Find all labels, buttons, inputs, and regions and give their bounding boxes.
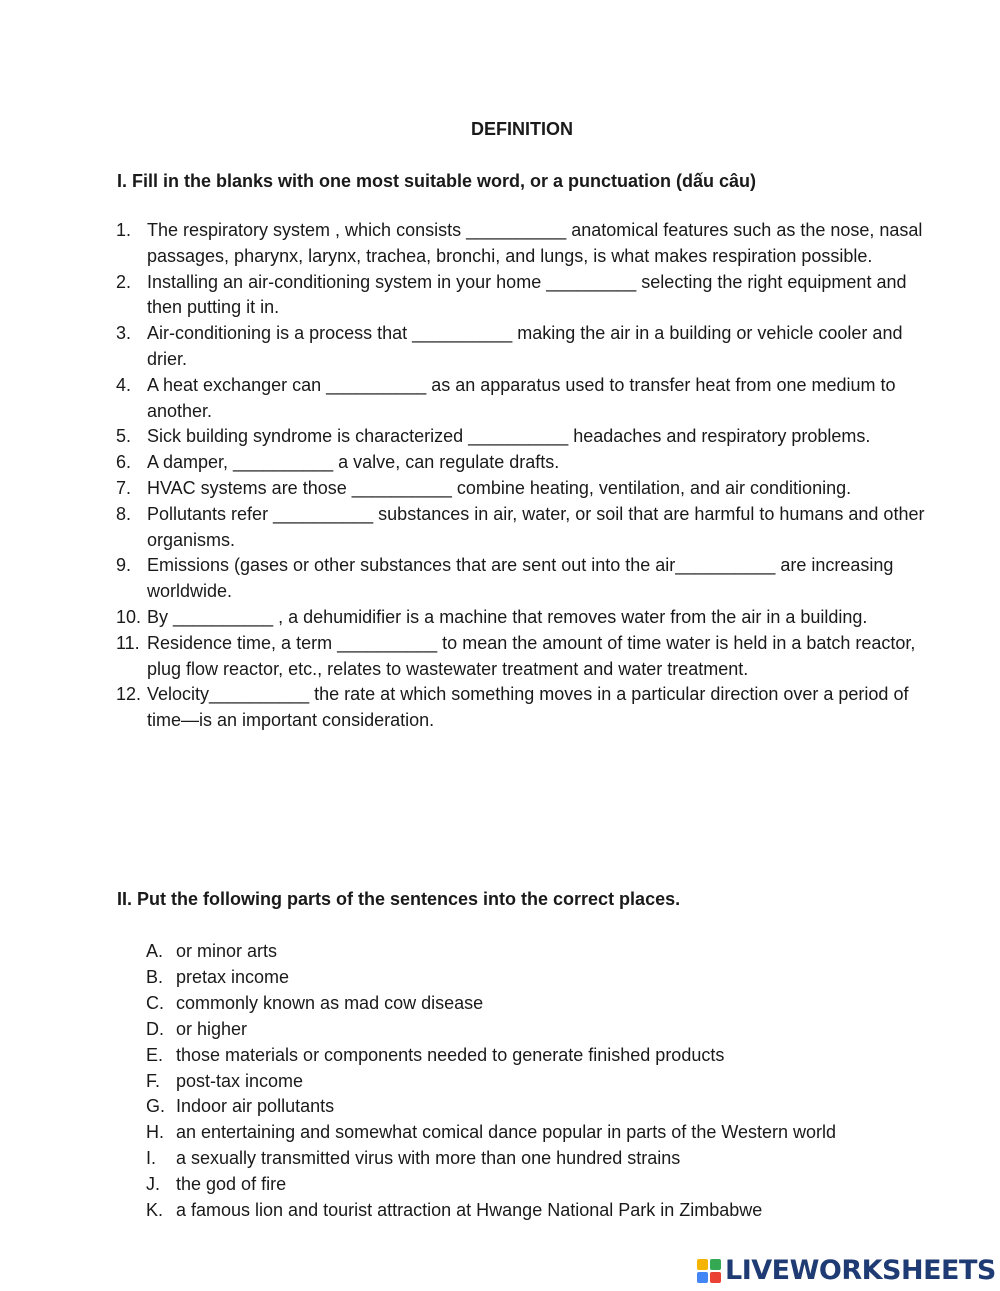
question-number: 9. <box>116 555 132 576</box>
option-letter: I. <box>146 1148 157 1169</box>
logo-text: LIVEWORKSHEETS <box>725 1255 996 1286</box>
question-text: Pollutants refer __________ substances in air, water, or soil that are harmful to humans and other organisms. <box>147 503 925 550</box>
logo-square-4 <box>710 1272 721 1283</box>
logo-square-3 <box>697 1272 708 1283</box>
question-list <box>116 218 926 734</box>
question-item <box>116 270 926 322</box>
section-2-heading: II. Put the following parts of the sentences into the correct places. <box>117 889 681 909</box>
question-text: Velocity__________ the rate at which something moves in a particular direction over a period of time—is an important consideration. <box>147 684 909 731</box>
question-item <box>116 373 926 425</box>
question-text: By __________ , a dehumidifier is a machine that removes water from the air in a building. <box>147 606 868 627</box>
question-text: A damper, __________ a valve, can regulate drafts. <box>147 452 560 473</box>
question-number: 5. <box>116 426 132 447</box>
question-number: 3. <box>116 323 132 344</box>
question-item <box>116 553 926 605</box>
option-letter: C. <box>146 992 164 1013</box>
question-number: 8. <box>116 503 132 524</box>
option-text: pretax income <box>176 966 290 987</box>
option-letter: B. <box>146 966 164 987</box>
option-text: an entertaining and somewhat comical dance popular in parts of the Western world <box>176 1122 837 1143</box>
option-item <box>146 1043 946 1069</box>
option-text: or higher <box>176 1018 248 1039</box>
question-text: HVAC systems are those __________ combine heating, ventilation, and air conditioning. <box>147 477 852 498</box>
question-item <box>116 450 926 476</box>
question-item <box>116 218 926 270</box>
question-number: 11. <box>116 632 140 653</box>
question-number: 10. <box>116 606 142 627</box>
option-text: a famous lion and tourist attraction at Hwange National Park in Zimbabwe <box>176 1200 763 1221</box>
option-letter: G. <box>146 1096 166 1117</box>
option-letter: K. <box>146 1200 164 1221</box>
question-item <box>116 476 926 502</box>
option-text: those materials or components needed to generate finished products <box>176 1044 725 1065</box>
question-item <box>116 321 926 373</box>
option-text: a sexually transmitted virus with more than one hundred strains <box>176 1148 681 1169</box>
option-item <box>146 939 946 965</box>
question-text: Residence time, a term __________ to mean the amount of time water is held in a batch reactor, plug flow reactor, etc., relates to wastewater treatment and water treatment. <box>147 632 916 679</box>
option-item <box>146 1120 946 1146</box>
logo-square-1 <box>697 1259 708 1270</box>
option-item <box>146 1172 946 1198</box>
question-number: 4. <box>116 374 132 395</box>
option-text: post-tax income <box>176 1070 304 1091</box>
option-item <box>146 965 946 991</box>
option-list <box>146 939 946 1224</box>
option-item <box>146 1198 946 1224</box>
question-item <box>116 631 926 683</box>
question-item <box>116 605 926 631</box>
option-item <box>146 991 946 1017</box>
question-text: Installing an air-conditioning system in your home _________ selecting the right equipment and then putting it in. <box>147 271 907 318</box>
question-number: 6. <box>116 452 132 473</box>
option-item <box>146 1069 946 1095</box>
liveworksheets-logo-icon <box>697 1259 721 1283</box>
option-letter: H. <box>146 1122 164 1143</box>
section-1-heading: I. Fill in the blanks with one most suitable word, or a punctuation (dấu câu) <box>117 171 757 191</box>
option-letter: D. <box>146 1018 164 1039</box>
question-text: Air-conditioning is a process that __________ making the air in a building or vehicle cooler and drier. <box>147 323 903 369</box>
question-item <box>116 682 926 734</box>
option-letter: E. <box>146 1044 164 1065</box>
option-text: commonly known as mad cow disease <box>176 992 484 1013</box>
logo-square-2 <box>710 1259 721 1270</box>
question-number: 2. <box>116 271 132 292</box>
option-item <box>146 1017 946 1043</box>
question-number: 7. <box>116 477 132 498</box>
option-letter: J. <box>146 1174 161 1195</box>
option-item <box>146 1094 946 1120</box>
question-item <box>116 502 926 554</box>
question-text: Sick building syndrome is characterized __________ headaches and respiratory problems. <box>147 426 871 447</box>
option-text: the god of fire <box>176 1174 287 1195</box>
question-number: 1. <box>116 220 132 240</box>
question-text: A heat exchanger can __________ as an apparatus used to transfer heat from one medium to another. <box>147 374 896 421</box>
option-text: Indoor air pollutants <box>176 1096 335 1117</box>
question-number: 12. <box>116 684 142 705</box>
question-item <box>116 424 926 450</box>
page-title: DEFINITION <box>471 119 573 139</box>
question-text: The respiratory system , which consists __________ anatomical features such as the nose, nasal passages, pharynx, larynx, trachea, bronchi, and lungs, is what makes respiration possible. <box>147 220 923 266</box>
option-letter: A. <box>146 941 164 961</box>
option-letter: F. <box>146 1070 161 1091</box>
option-item <box>146 1146 946 1172</box>
liveworksheets-logo[interactable] <box>697 1256 996 1286</box>
question-text: Emissions (gases or other substances that are sent out into the air__________ are increasing worldwide. <box>147 555 894 602</box>
option-text: or minor arts <box>176 941 278 961</box>
